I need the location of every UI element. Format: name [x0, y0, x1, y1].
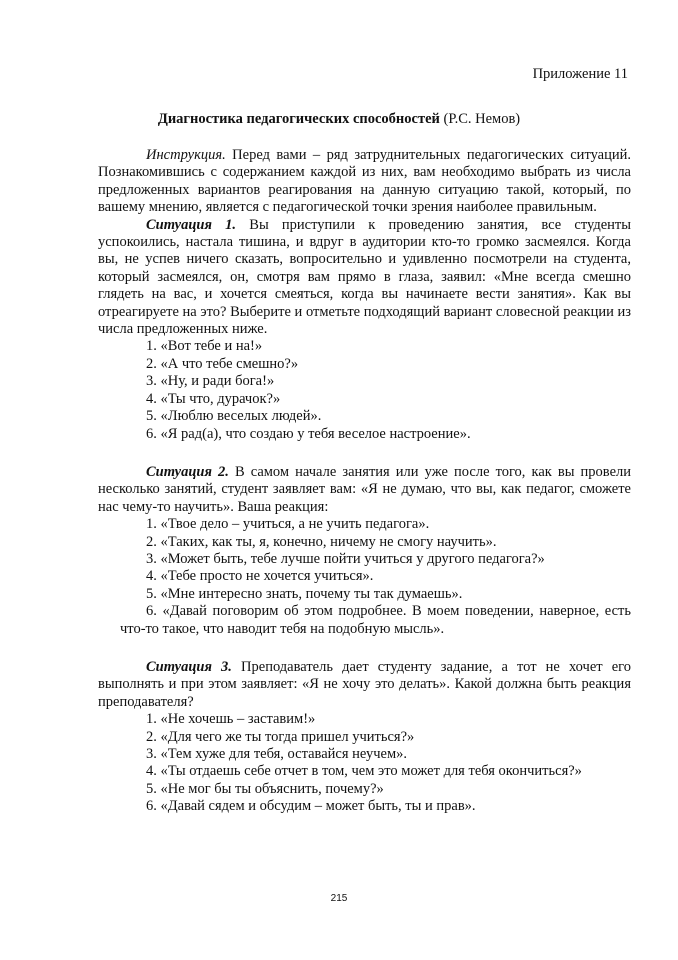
option-item: 6. «Давай поговорим об этом подробнее. В моем поведении, наверное, есть что-то такое, что наводит тебя на подобную мысль». — [120, 603, 631, 637]
option-item: 6. «Давай сядем и обсудим – может быть, ты и прав». — [146, 798, 476, 815]
situation-3-text: Преподаватель дает студенту задание, а тот не хочет его выполнять и при этом заявляет: «Я не хочу это делать». Какой должна быть реакция преподавателя? — [98, 658, 632, 710]
option-item: 4. «Ты что, дурачок?» — [146, 390, 281, 407]
option-item: 5. «Люблю веселых людей». — [146, 408, 322, 425]
option-item: 4. «Тебе просто не хочется учиться». — [146, 568, 374, 585]
option-item: 6. «Я рад(а), что создаю у тебя веселое настроение». — [146, 425, 471, 442]
option-item: 5. «Не мог бы ты объяснить, почему?» — [146, 780, 384, 797]
option-item: 3. «Тем хуже для тебя, оставайся неучем». — [146, 746, 407, 762]
option-item: 4. «Ты отдаешь себе отчет в том, чем это может для тебя окончиться?» — [146, 763, 582, 780]
option-item: 1. «Вот тебе и на!» — [146, 338, 263, 355]
option-item: 1. «Не хочешь – заставим!» — [146, 711, 316, 728]
option-item: 3. «Ну, и ради бога!» — [146, 373, 275, 390]
instruction-label: Инструкция. — [146, 147, 226, 163]
situation-1-label: Ситуация 1. — [146, 216, 237, 233]
option-item: 5. «Мне интересно знать, почему ты так думаешь». — [146, 585, 463, 602]
situation-1-text: Вы приступили к проведению занятия, все студенты успокоились, настала тишина, и вдруг в аудитории кто-то громко засмеялся. Когда вы, не успев ничего сказать, вопросительно и удивленно посмотрели на студента, который засмеялся, он, смотря вам прямо в глаза, заявил: «Мне всегда смешно глядеть на вас, и хочется смеяться, когда вы начинаете вести занятия». Как вы отреагируете на это? Выберите и отметьте подходящий вариант словесной реакции из числа предложенных ниже. — [98, 216, 632, 338]
spacer — [98, 638, 631, 659]
situation-2-paragraph — [98, 464, 631, 516]
title-bold: Диагностика педагогических способностей — [157, 111, 440, 127]
title-author: (Р.С. Немов) — [439, 111, 521, 127]
option-item: 1. «Твое дело – учиться, а не учить педагога». — [146, 516, 430, 533]
situation-3-options — [98, 711, 631, 815]
spacer — [98, 443, 631, 464]
instruction-paragraph — [98, 147, 631, 217]
situation-2-label: Ситуация 2. — [146, 463, 229, 480]
situation-3-paragraph — [98, 659, 631, 711]
appendix-label: Приложение 11 — [532, 66, 628, 82]
situation-2-options — [98, 516, 631, 638]
situation-1-paragraph — [98, 217, 631, 339]
option-item: 2. «Для чего же ты тогда пришел учиться?» — [146, 728, 415, 745]
situation-2-text: В самом начале занятия или уже после того, как вы провели несколько занятий, студент заявляет вам: «Я не думаю, что вы, как педагог, сможете нас чему-то научить». Ваша реакция: — [98, 463, 631, 515]
page-number: 215 — [330, 893, 348, 904]
document-body — [98, 147, 631, 816]
option-item: 2. «А что тебе смешно?» — [146, 355, 299, 372]
document-title — [0, 111, 678, 128]
instruction-text: Перед вами – ряд затруднительных педагогических ситуаций. Познакомившись с содержанием каждой из них, вам необходимо выбрать из числа предложенных вариантов реагирования на данную ситуацию такой, который, по вашему мнению, является с педагогической точки зрения наиболее правильным. — [98, 147, 631, 216]
option-item: 2. «Таких, как ты, я, конечно, ничему не смогу научить». — [146, 533, 497, 550]
situation-3-label: Ситуация 3. — [146, 658, 232, 675]
option-item: 3. «Может быть, тебе лучше пойти учиться у другого педагога?» — [146, 550, 545, 567]
situation-1-options — [98, 338, 631, 442]
